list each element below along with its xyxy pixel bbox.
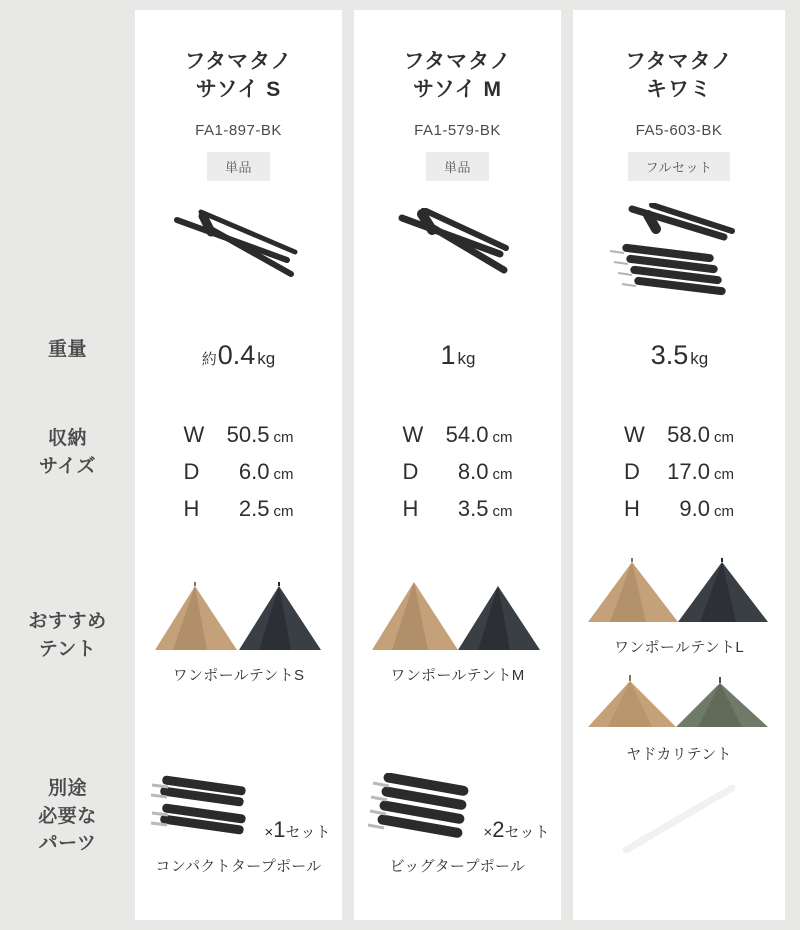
row-label-parts-line3: パーツ (38, 833, 97, 855)
size-depth-unit: cm (714, 466, 734, 483)
size-cell (573, 422, 785, 522)
recommended-tent-cell (573, 558, 785, 764)
row-label-weight (0, 336, 135, 364)
product-code: FA5-603-BK (635, 121, 723, 139)
product-title-line2: サソイ M (412, 78, 503, 102)
size-height-unit: cm (273, 503, 294, 520)
one-pole-tent-m-icon (368, 580, 548, 658)
weight-unit: kg (257, 349, 276, 368)
product-title-line2: キワミ (646, 78, 712, 102)
parts-label: コンパクトタープポール (155, 858, 322, 875)
row-label-column (0, 0, 135, 930)
size-width (624, 422, 734, 448)
size-dimensions (184, 422, 294, 522)
axis-h: H (183, 496, 200, 521)
size-dimensions (624, 422, 734, 522)
required-parts-cell (354, 773, 561, 876)
size-depth (624, 459, 734, 485)
recommended-tent-label-2: ヤドカリテント (626, 746, 732, 763)
big-tarp-pole-icon (365, 773, 475, 843)
recommended-tent-label: ワンポールテントS (172, 667, 305, 684)
size-height (403, 496, 513, 522)
parts-image-row (365, 773, 549, 843)
size-width-value: 50.5 (226, 422, 270, 447)
one-pole-tent-l-icon (584, 558, 774, 630)
axis-w: W (402, 422, 424, 447)
yadokari-tent-icon (584, 671, 774, 737)
size-height-value: 9.0 (679, 496, 710, 521)
row-label-tent-line1: おすすめ (28, 611, 107, 632)
axis-h: H (624, 496, 640, 521)
size-height-value: 2.5 (238, 496, 270, 521)
size-depth (403, 459, 513, 485)
product-image (354, 193, 561, 313)
recommended-tent-cell (354, 580, 561, 685)
row-label-parts (0, 775, 135, 858)
weight-unit: kg (457, 349, 476, 368)
product-code: FA1-579-BK (414, 121, 501, 139)
size-dimensions (403, 422, 513, 522)
product-title-line2: サソイ S (195, 78, 282, 102)
axis-w: W (624, 422, 645, 447)
axis-h: H (402, 496, 419, 521)
row-label-size (0, 425, 135, 480)
size-width-unit: cm (714, 429, 734, 446)
recommended-tent-label: ワンポールテントL (614, 639, 744, 656)
weight-value (650, 340, 709, 371)
product-code: FA1-897-BK (195, 121, 282, 139)
axis-d: D (624, 459, 640, 484)
weight-cell (573, 340, 785, 371)
size-depth (184, 459, 294, 485)
parts-count-prefix: × (483, 824, 493, 841)
size-width-value: 58.0 (667, 422, 710, 447)
parts-count (483, 817, 549, 843)
product-column-kiwami[interactable] (573, 10, 785, 920)
weight-number: 1 (440, 340, 456, 370)
parts-count-value: 1 (273, 817, 286, 842)
product-title (185, 48, 293, 105)
compact-tarp-pole-icon (146, 773, 256, 843)
axis-w: W (183, 422, 205, 447)
weight-cell (135, 340, 342, 371)
recommended-tent-label: ワンポールテントM (390, 667, 525, 684)
size-cell (135, 422, 342, 522)
row-label-tent-line2: テント (38, 638, 97, 660)
row-label-size-line2: サイズ (39, 455, 96, 477)
one-pole-tent-s-icon (149, 580, 329, 658)
size-height (184, 496, 294, 522)
axis-d: D (183, 459, 200, 484)
product-title-line1: フタマタノ (184, 50, 293, 73)
axis-d: D (402, 459, 419, 484)
product-title (404, 48, 512, 105)
size-width-unit: cm (273, 429, 294, 446)
parts-label: ビッグタープポール (389, 858, 526, 875)
size-width (184, 422, 294, 448)
product-title (625, 48, 733, 105)
parts-count (264, 817, 330, 843)
parts-image-row (146, 773, 330, 843)
size-width-value: 54.0 (445, 422, 489, 447)
size-height-value: 3.5 (457, 496, 489, 521)
weight-number: 0.4 (217, 340, 256, 370)
weight-value (440, 340, 476, 371)
required-parts-cell (135, 773, 342, 876)
weight-value (202, 340, 276, 371)
size-depth-unit: cm (492, 466, 513, 483)
size-width (403, 422, 513, 448)
weight-approx: 約 (201, 351, 217, 368)
parts-count-suffix: セット (504, 824, 550, 841)
product-title-line1: フタマタノ (625, 50, 733, 73)
recommended-tent-cell (135, 580, 342, 685)
parts-image-row (604, 780, 754, 860)
size-depth-value: 8.0 (457, 459, 489, 484)
row-label-parts-line1: 別途 (47, 778, 87, 799)
row-label-weight-text: 重量 (47, 339, 87, 360)
product-image (573, 193, 785, 313)
row-label-parts-line2: 必要な (38, 805, 97, 827)
size-depth-unit: cm (273, 466, 294, 483)
size-depth-value: 17.0 (667, 459, 710, 484)
size-depth-value: 6.0 (238, 459, 270, 484)
size-height (624, 496, 734, 522)
weight-unit: kg (690, 349, 709, 368)
parts-count-suffix: セット (285, 824, 331, 841)
single-pole-icon (604, 780, 754, 860)
size-cell (354, 422, 561, 522)
weight-cell (354, 340, 561, 371)
size-height-unit: cm (714, 503, 734, 520)
tripod-pole-full-set-icon (604, 203, 754, 303)
size-width-unit: cm (492, 429, 513, 446)
product-title-line1: フタマタノ (403, 50, 512, 73)
parts-count-value: 2 (492, 817, 505, 842)
tripod-pole-medium-icon (388, 208, 528, 298)
product-type-badge: フルセット (628, 152, 731, 181)
product-column-sasoi-m[interactable] (354, 10, 561, 920)
row-label-size-line1: 収納 (47, 428, 87, 449)
tripod-pole-small-icon (169, 208, 309, 298)
required-parts-cell (573, 780, 785, 870)
product-type-badge: 単品 (426, 152, 489, 181)
weight-number: 3.5 (650, 340, 689, 370)
row-label-tent (0, 608, 135, 663)
product-image (135, 193, 342, 313)
product-column-sasoi-s[interactable] (135, 10, 342, 920)
product-type-badge: 単品 (207, 152, 270, 181)
product-columns (135, 0, 800, 930)
size-height-unit: cm (492, 503, 513, 520)
parts-count-prefix: × (264, 824, 274, 841)
